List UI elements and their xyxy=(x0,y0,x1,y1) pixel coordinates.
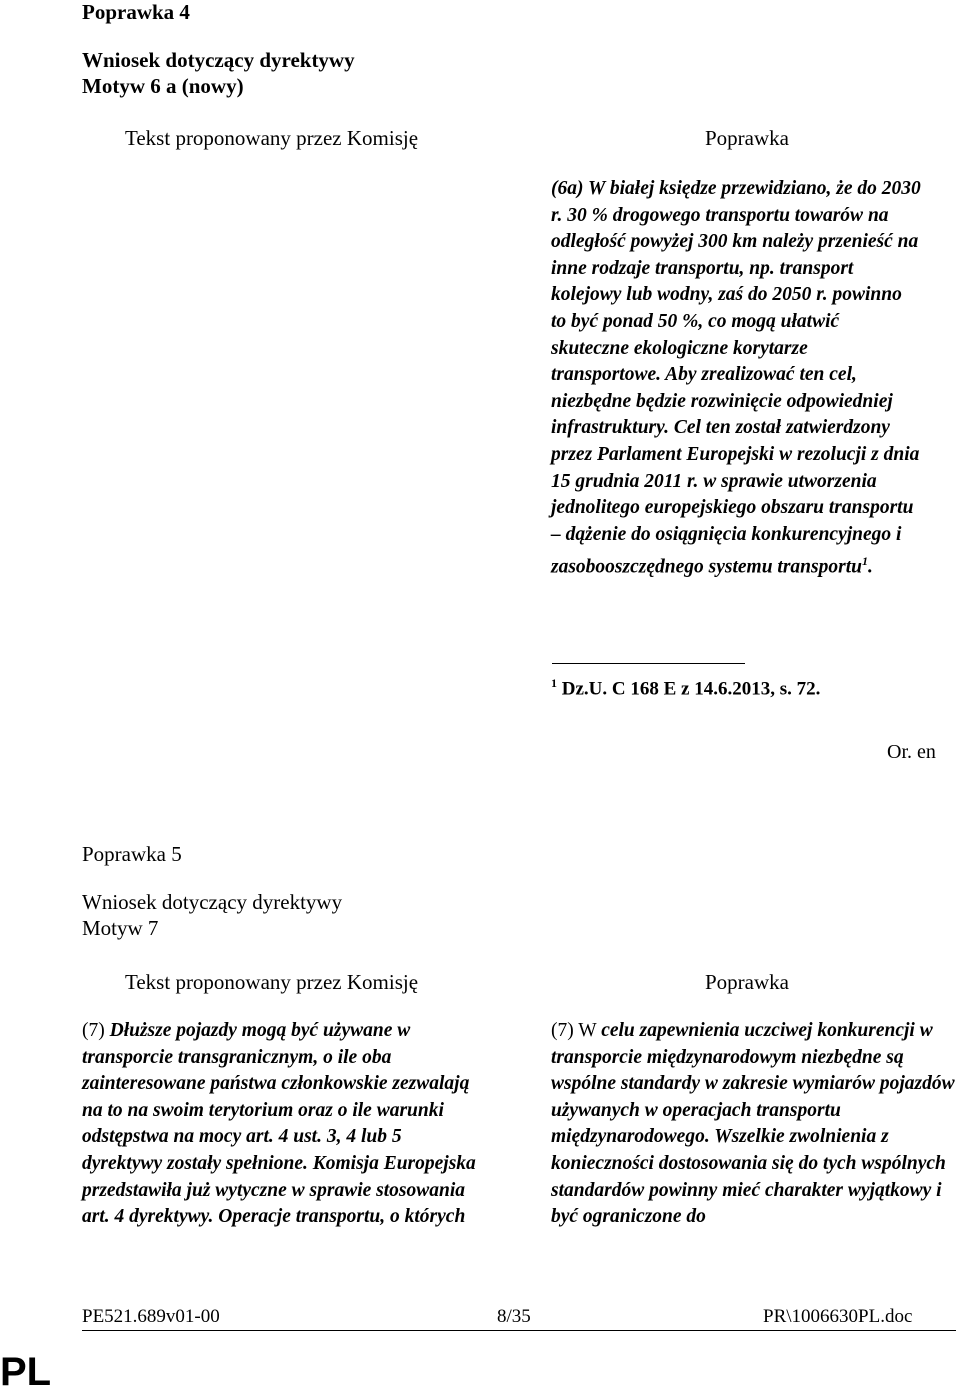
footnote-number: 1 xyxy=(551,676,557,690)
amendment-5-recital: Motyw 7 xyxy=(82,916,159,940)
amendment-4-amended-text xyxy=(551,176,921,581)
footer-rule xyxy=(82,1330,956,1331)
amendment-4-text: (6a) W białej księdze przewidziano, że do 2030 r. 30 % drogowego transportu towarów na odległość powyżej 300 km należy przenieść na inne rodzaje transportu, np. transport kolejowy lub wodny, zaś do 2050 r. powinno to być ponad 50 %, co mogą ułatwić skuteczne ekologiczne korytarze transportowe. Aby zrealizować ten cel, niezbędne będzie rozwinięcie odpowiedniej infrastruktury. Cel ten został zatwierdzony przez Parlament Europejski w rezolucji z dnia 15 grudnia 2011 r. w sprawie utworzenia jednolitego europejskiego obszaru transportu – dążenie do osiągnięcia konkurencyjnego i zasobooszczędnego systemu transportu xyxy=(551,178,921,578)
amendment-4-right-column-heading: Poprawka xyxy=(705,126,789,150)
footer-language-code: PL xyxy=(0,1350,52,1394)
footnote xyxy=(551,676,820,700)
footer-file-name: PR\1006630PL.doc xyxy=(763,1306,913,1327)
amendment-5-left-column-heading: Tekst proponowany przez Komisję xyxy=(125,970,419,994)
footnote-divider xyxy=(552,663,745,664)
amendment-4-title: Poprawka 4 xyxy=(82,0,190,24)
amendment-4-text-end: . xyxy=(867,556,873,578)
amendment-5-right-text: celu zapewnienia uczciwej konkurencji w transporcie międzynarodowym niezbędne są wspólne standardy w zakresie wymiarów pojazdów używanych w operacjach transportu międzynarodowego. Wszelkie zwolnienia z konieczności dostosowania się do tych wspólnych standardów powinny mieć charakter wyjątkowy i być ograniczone do xyxy=(551,1020,955,1228)
footer-document-id: PE521.689v01-00 xyxy=(82,1306,220,1327)
amendment-5-title: Poprawka 5 xyxy=(82,842,182,866)
amendment-5-right-prefix: (7) W xyxy=(551,1020,602,1041)
amendment-5-left-prefix: (7) xyxy=(82,1020,110,1041)
amendment-4-recital: Motyw 6 a (nowy) xyxy=(82,74,244,98)
amendment-5-proposal: Wniosek dotyczący dyrektywy xyxy=(82,890,343,914)
amendment-4-left-column-heading: Tekst proponowany przez Komisję xyxy=(125,126,419,150)
amendment-4-proposal: Wniosek dotyczący dyrektywy xyxy=(82,48,355,72)
footnote-reference: 1 xyxy=(861,554,868,569)
amendment-5-left-text: Dłuższe pojazdy mogą być używane w transporcie transgranicznym, o ile oba zainteresowane państwa członkowskie zezwalają na to na swoim terytorium oraz o ile warunki odstępstwa na mocy art. 4 ust. 3, 4 lub 5 dyrektywy zostały spełnione. Komisja Europejska przedstawiła już wytyczne w sprawie stosowania art. 4 dyrektywy. Operacje transportu, o których xyxy=(82,1020,476,1228)
footer-page-number: 8/35 xyxy=(497,1306,531,1327)
amendment-5-commission-text xyxy=(82,1018,482,1231)
footnote-text: Dz.U. C 168 E z 14.6.2013, s. 72. xyxy=(561,678,821,700)
original-language: Or. en xyxy=(887,741,936,763)
amendment-5-amended-text xyxy=(551,1018,960,1231)
amendment-5-right-column-heading: Poprawka xyxy=(705,970,789,994)
